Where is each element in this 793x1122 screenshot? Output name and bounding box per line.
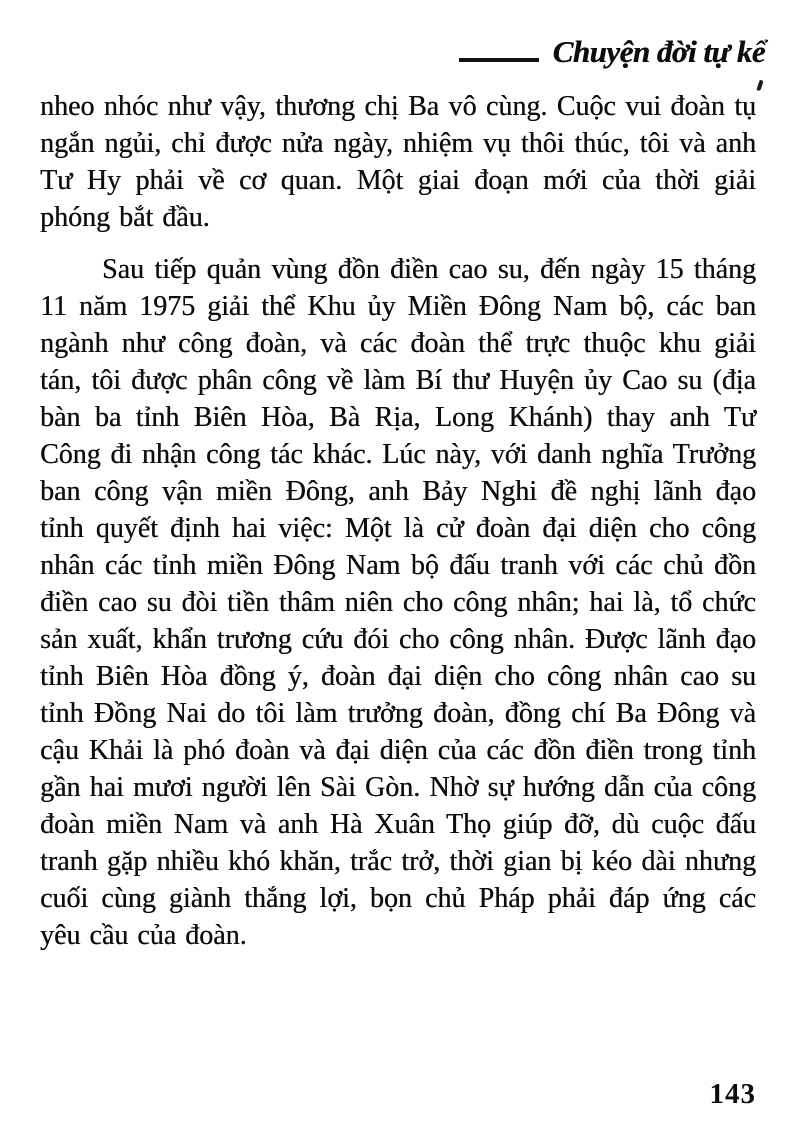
paragraph: Sau tiếp quản vùng đồn điền cao su, đến ngày 15 tháng 11 năm 1975 giải thể Khu ủy Miền Đông Nam bộ, các ban ngành như công đoàn, và các đoàn thể trực thuộc khu giải tán, tôi được phân công về làm Bí thư Huyện ủy Cao su (địa bàn ba tỉnh Biên Hòa, Bà Rịa, Long Khánh) thay anh Tư Công đi nhận công tác khác. Lúc này, với danh nghĩa Trưởng ban công vận miền Đông, anh Bảy Nghi đề nghị lãnh đạo tỉnh quyết định hai việc: Một là cử đoàn đại diện cho công nhân các tỉnh miền Đông Nam bộ đấu tranh với các chủ đồn điền cao su đòi tiền thâm niên cho công nhân; hai là, tổ chức sản xuất, khẩn trương cứu đói cho công nhân. Được lãnh đạo tỉnh Biên Hòa đồng ý, đoàn đại diện cho công nhân cao su tỉnh Đồng Nai do tôi làm trưởng đoàn, đồng chí Ba Đông và cậu Khải là phó đoàn và đại diện của các đồn điền trong tỉnh gần hai mươi người lên Sài Gòn. Nhờ sự hướng dẫn của công đoàn miền Nam và anh Hà Xuân Thọ giúp đỡ, dù cuộc đấu tranh gặp nhiều khó khăn, trắc trở, thời gian bị kéo dài nhưng cuối cùng giành thắng lợi, bọn chủ Pháp phải đáp ứng các yêu cầu của đoàn. bbox=[40, 254, 756, 951]
paragraph-continuation: nheo nhóc như vậy, thương chị Ba vô cùng. Cuộc vui đoàn tụ ngắn ngủi, chỉ được nửa ngày, nhiệm vụ thôi thúc, tôi và anh Tư Hy phải về cơ quan. Một giai đoạn mới của thời giải phóng bắt đầu. bbox=[40, 91, 756, 233]
page-header bbox=[459, 34, 765, 70]
page-footer bbox=[710, 1078, 757, 1111]
scan-artifact-mark bbox=[756, 80, 763, 92]
running-title: Chuyện đời tự kể bbox=[552, 34, 765, 69]
page-body bbox=[40, 88, 756, 954]
header-rule bbox=[459, 58, 539, 62]
page-number: 143 bbox=[709, 1078, 756, 1110]
